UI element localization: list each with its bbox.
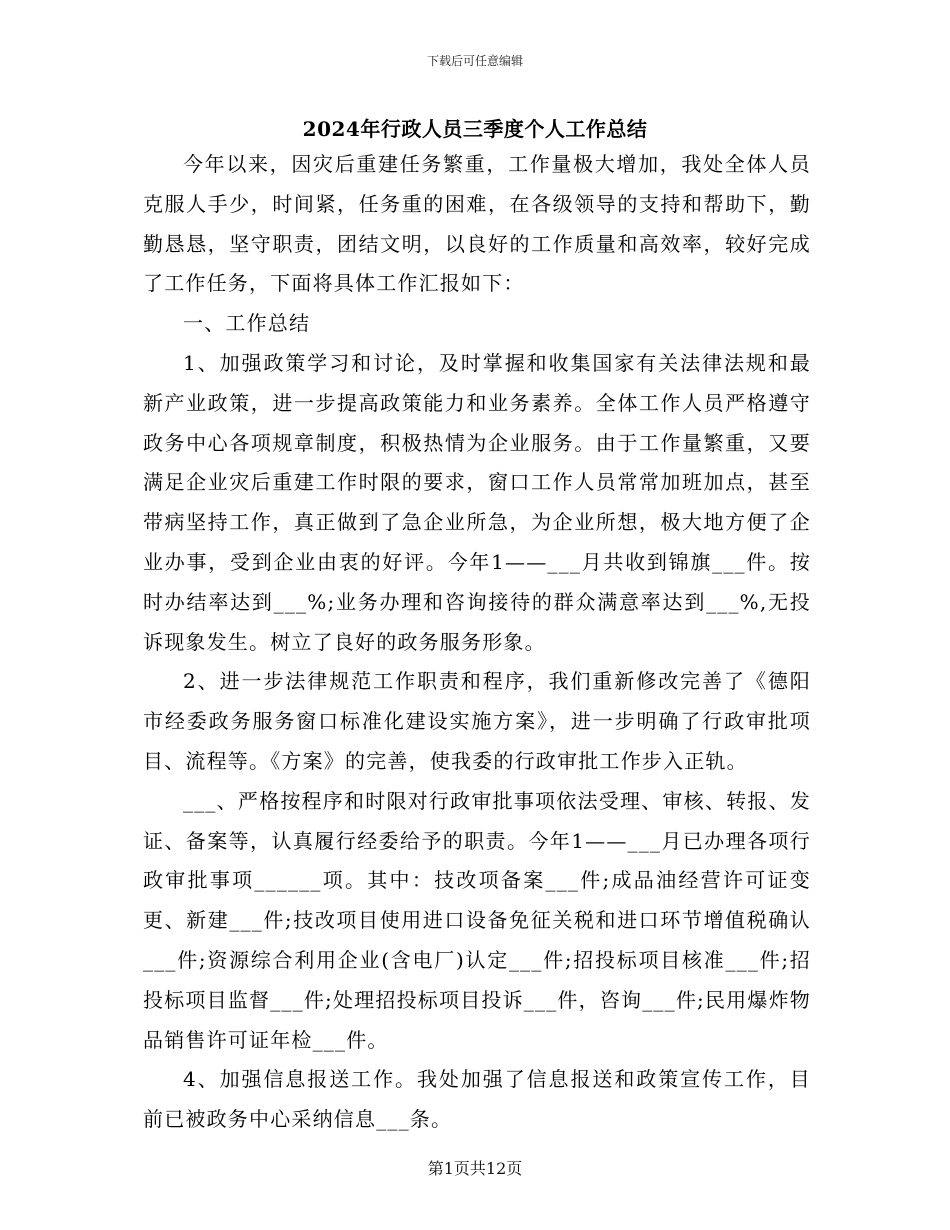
document-body <box>143 145 811 1140</box>
paragraph-item-4: 4、加强信息报送工作。我处加强了信息报送和政策宣传工作，目前已被政务中心采纳信息___条。 <box>143 1067 811 1132</box>
paragraph-item-2: 2、进一步法律规范工作职责和程序，我们重新修改完善了《德阳市经委政务服务窗口标准化建设实施方案》，进一步明确了行政审批项目、流程等。《方案》的完善，使我委的行政审批工作步入正轨。 <box>143 669 811 773</box>
paragraph-intro: 今年以来，因灾后重建任务繁重，工作量极大增加，我处全体人员克服人手少，时间紧，任务重的困难，在各级领导的支持和帮助下，勤勤恳恳，坚守职责，团结文明，以良好的工作质量和高效率，较好完成了工作任务，下面将具体工作汇报如下： <box>143 152 811 296</box>
paragraph-item-1: 1、加强政策学习和讨论，及时掌握和收集国家有关法律法规和最新产业政策，进一步提高政策能力和业务素养。全体工作人员严格遵守政务中心各项规章制度，积极热情为企业服务。由于工作量繁重，又要满足企业灾后重建工作时限的要求，窗口工作人员常常加班加点，甚至带病坚持工作，真正做到了急企业所急，为企业所想，极大地方便了企业办事，受到企业由衷的好评。今年1——___月共收到锦旗___件。按时办结率达到___%;业务办理和咨询接待的群众满意率达到___%,无投诉现象发生。树立了良好的政务服务形象。 <box>143 350 811 654</box>
paragraph-item-3: ___、严格按程序和时限对行政审批事项依法受理、审核、转报、发证、备案等，认真履行经委给予的职责。今年1——___月已办理各项行政审批事项______项。其中：技改项备案___件;成品油经营许可证变更、新建___件;技改项目使用进口设备免征关税和进口环节增值税确认___件;资源综合利用企业(含电厂)认定___件;招投标项目核准___件;招投标项目监督___件;处理招投标项目投诉___件，咨询___件;民用爆炸物品销售许可证年检___件。 <box>143 788 811 1052</box>
page-header-note: 下载后可任意编辑 <box>426 54 523 68</box>
document-title: 2024年行政人员三季度个人工作总结 <box>302 117 648 141</box>
page-number-footer: 第1页共12页 <box>427 1159 523 1178</box>
section-heading-work-summary: 一、工作总结 <box>183 311 311 336</box>
